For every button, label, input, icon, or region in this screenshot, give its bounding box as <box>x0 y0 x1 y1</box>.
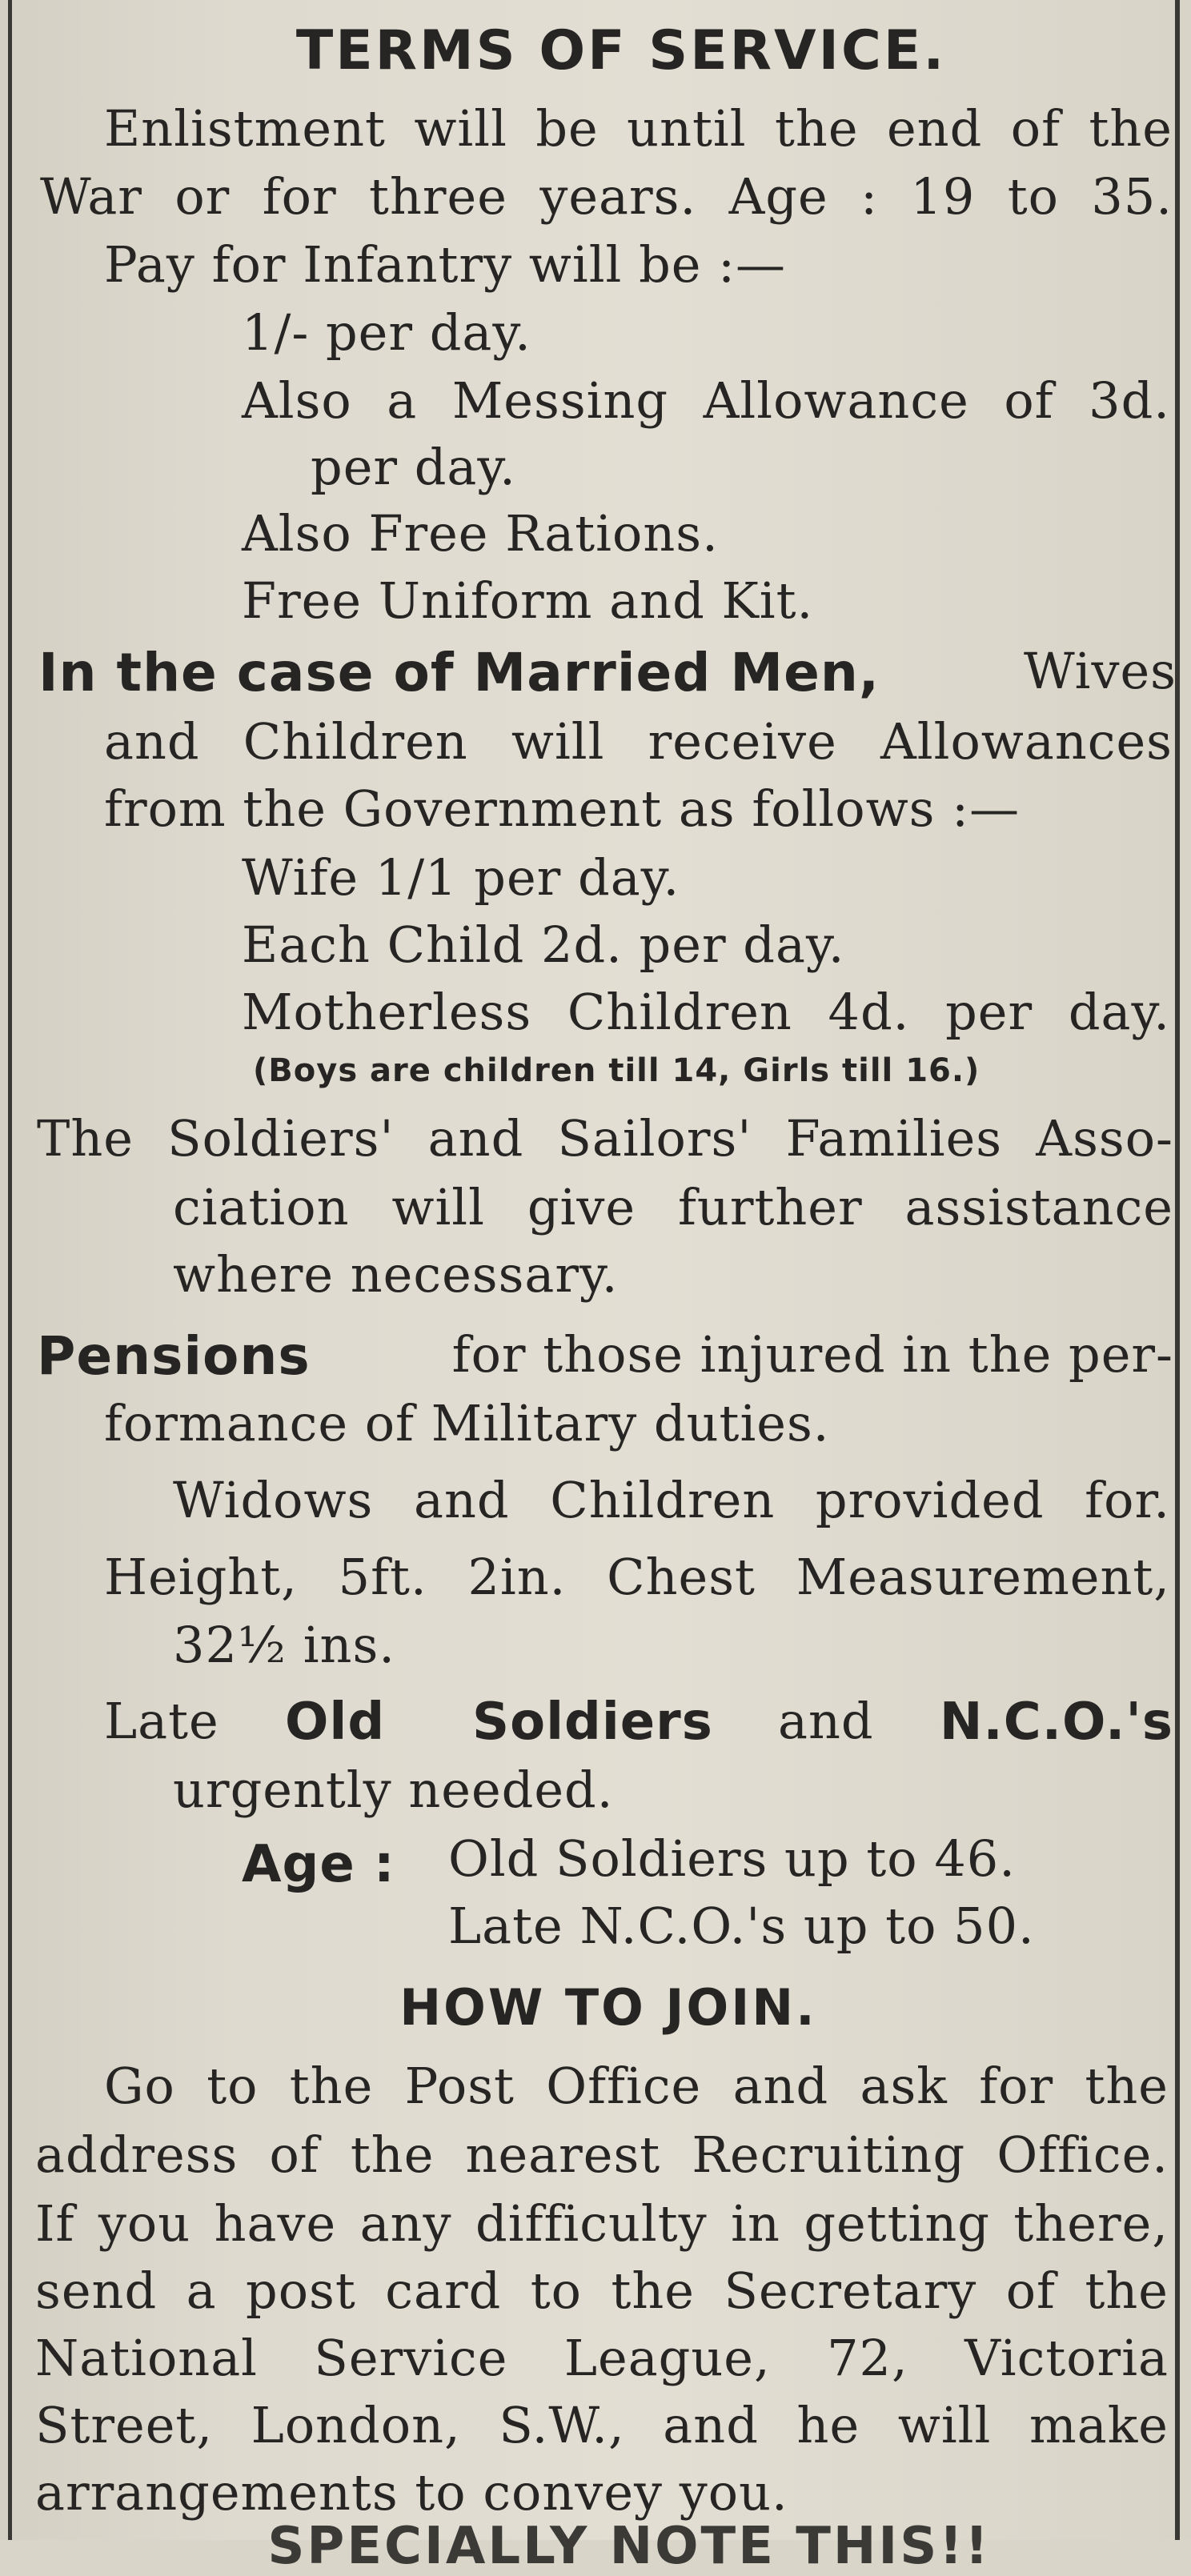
page-title: TERMS OF SERVICE. <box>295 19 947 82</box>
pensions-line-2: formance of Military duties. <box>104 1394 830 1452</box>
old-soldiers-word-old: Old <box>285 1693 386 1752</box>
association-line-2: ciation will give further assistance <box>173 1178 1173 1236</box>
how-line-1: Go to the Post Office and ask for the <box>104 2057 1169 2115</box>
married-lead: In the case of Married Men, <box>38 642 880 703</box>
married-line-1 <box>38 642 1177 703</box>
how-line-6: Street, London, S.W., and he will make <box>35 2396 1169 2454</box>
old-soldiers-word-and: and <box>778 1692 874 1750</box>
pensions-lead: Pensions <box>37 1325 311 1387</box>
pay-item-messing-cont: per day. <box>311 438 516 496</box>
married-line-2: and Children will receive Allowances <box>104 712 1173 771</box>
association-line-1: The Soldiers' and Sailors' Families Asso- <box>37 1109 1173 1168</box>
pensions-line-1 <box>37 1325 1173 1387</box>
height-line-2: 32½ ins. <box>173 1616 395 1674</box>
association-line-3: where necessary. <box>173 1245 619 1304</box>
pay-item-rations: Also Free Rations. <box>242 504 719 563</box>
age-label: Age : <box>242 1835 395 1894</box>
pay-item-daily: 1/- per day. <box>242 303 531 362</box>
enlistment-line-1: Enlistment will be until the end of the <box>104 99 1173 158</box>
pay-item-messing: Also a Messing Allowance of 3d. <box>242 371 1170 430</box>
how-line-2: address of the nearest Recruiting Office. <box>35 2125 1169 2184</box>
age-late-nco: Late N.C.O.'s up to 50. <box>448 1897 1035 1955</box>
married-line-3: from the Government as follows :— <box>104 779 1021 838</box>
height-line-1: Height, 5ft. 2in. Chest Measurement, <box>104 1548 1170 1606</box>
old-soldiers-word-late: Late <box>104 1692 219 1750</box>
widows-line: Widows and Children provided for. <box>173 1471 1170 1529</box>
old-soldiers-word-nco: N.C.O.'s <box>939 1693 1173 1752</box>
allowance-child: Each Child 2d. per day. <box>242 915 845 974</box>
how-to-join-heading: HOW TO JOIN. <box>399 1978 817 2037</box>
how-line-4: send a post card to the Secretary of the <box>35 2262 1169 2320</box>
age-old-soldiers: Old Soldiers up to 46. <box>448 1829 1016 1888</box>
pensions-line-1-rest: for those injured in the per- <box>451 1325 1173 1384</box>
allowance-motherless: Motherless Children 4d. per day. <box>242 983 1170 1041</box>
enlistment-line-2: War or for three years. Age : 19 to 35. <box>40 167 1173 226</box>
allowance-wife: Wife 1/1 per day. <box>242 848 680 907</box>
pay-item-uniform: Free Uniform and Kit. <box>242 571 814 630</box>
how-line-5: National Service League, 72, Victoria <box>35 2329 1169 2387</box>
children-age-note: (Boys are children till 14, Girls till 16.) <box>253 1052 980 1089</box>
pay-intro: Pay for Infantry will be :— <box>104 235 787 294</box>
married-line-1-rest: Wives <box>1024 642 1177 700</box>
footer-heading-partial: SPECIALLY NOTE THIS!! <box>267 2517 991 2576</box>
old-soldiers-line-2: urgently needed. <box>173 1761 614 1819</box>
old-soldiers-word-soldiers: Soldiers <box>472 1693 713 1752</box>
how-line-3: If you have any difficulty in getting there, <box>35 2194 1169 2253</box>
how-line-7: arrangements to convey you. <box>35 2463 788 2522</box>
